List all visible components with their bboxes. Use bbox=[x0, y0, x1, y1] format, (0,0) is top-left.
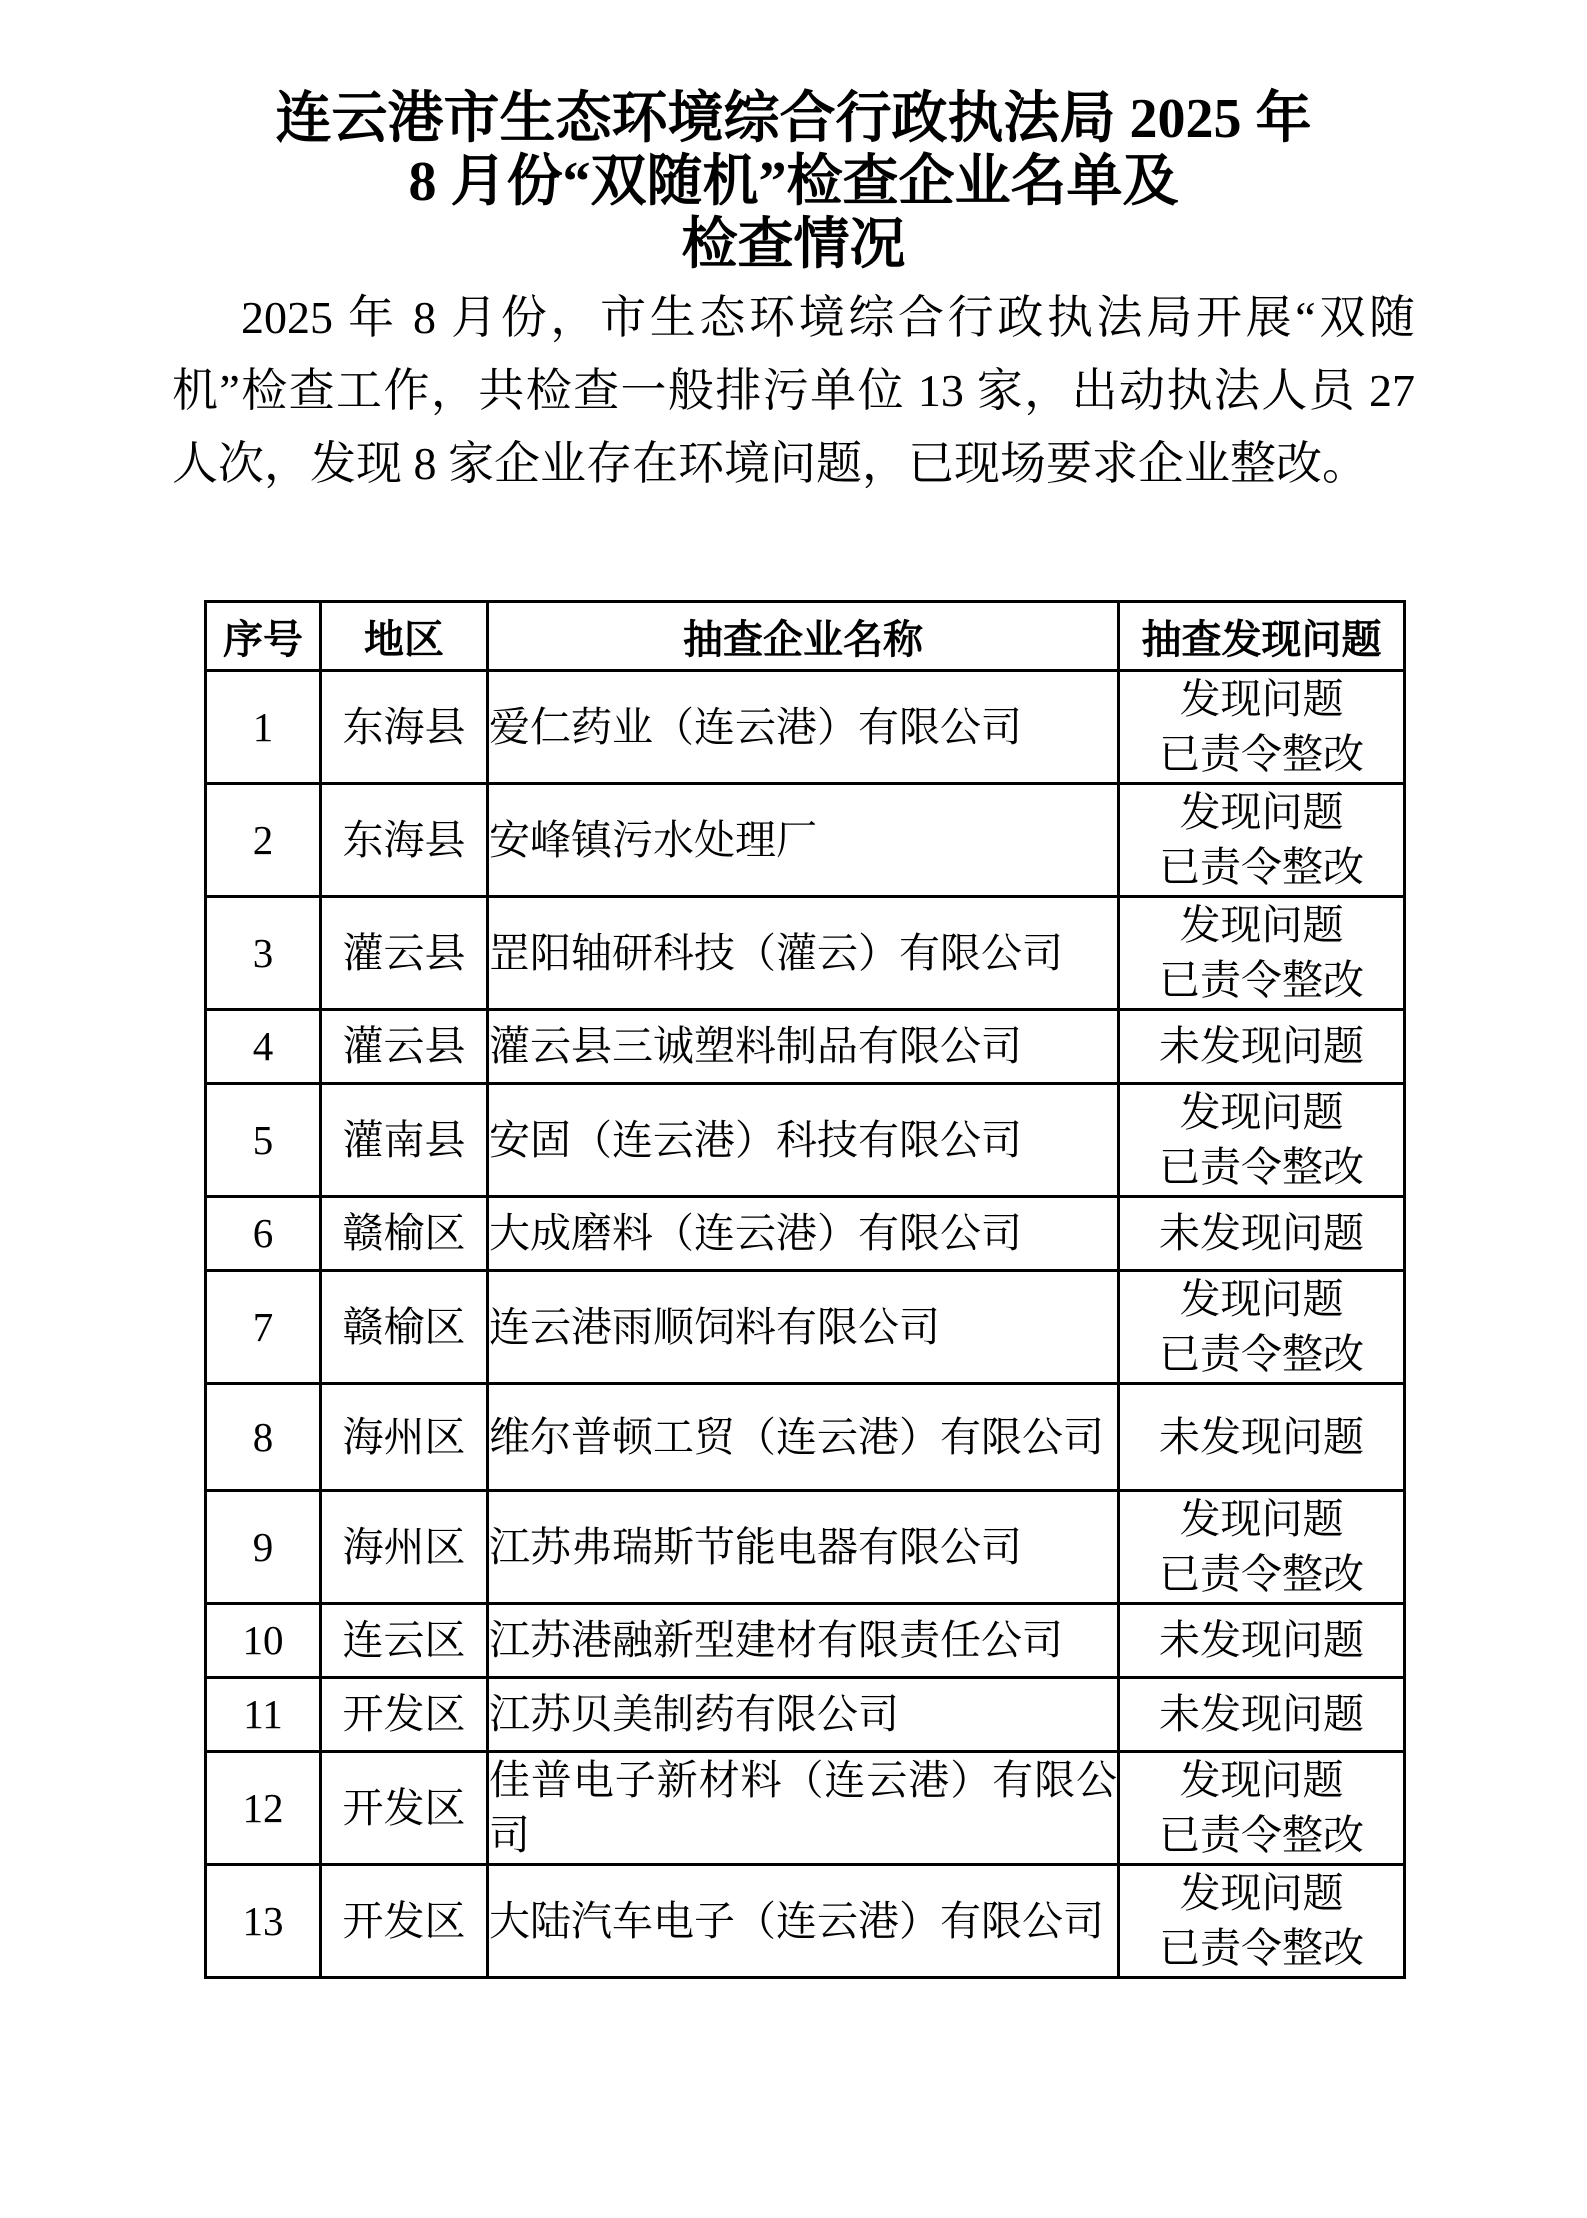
serial-number-cell bbox=[206, 1384, 321, 1491]
table-row bbox=[206, 1678, 1405, 1752]
table-row bbox=[206, 784, 1405, 897]
serial-number-cell bbox=[206, 1491, 321, 1604]
region-cell bbox=[321, 1491, 488, 1604]
result-cell-line: 发现问题 bbox=[1179, 1870, 1344, 1916]
company-name-cell bbox=[488, 897, 1119, 1010]
region-cell bbox=[321, 1752, 488, 1865]
result-cell bbox=[1119, 1384, 1405, 1491]
serial-number-cell-line: 9 bbox=[252, 1523, 274, 1570]
region-cell bbox=[321, 1678, 488, 1752]
company-name-cell bbox=[488, 1678, 1119, 1752]
title-line-3: 检查情况 bbox=[681, 214, 906, 276]
region-cell-line: 东海县 bbox=[342, 703, 466, 750]
serial-number-cell bbox=[206, 897, 321, 1010]
company-name-cell-line: 江苏贝美制药有限公司 bbox=[489, 1691, 899, 1737]
company-name-cell bbox=[488, 1197, 1119, 1271]
company-name-cell bbox=[488, 1752, 1119, 1865]
result-cell bbox=[1119, 1271, 1405, 1384]
table-row bbox=[206, 1084, 1405, 1197]
header-serial-number: 序号 bbox=[206, 602, 321, 671]
result-cell-line: 已责令整改 bbox=[1159, 1812, 1364, 1858]
result-cell-line: 未发现问题 bbox=[1159, 1617, 1364, 1663]
serial-number-cell bbox=[206, 1865, 321, 1978]
company-name-cell bbox=[488, 1271, 1119, 1384]
company-name-cell-line: 安固（连云港）科技有限公司 bbox=[489, 1116, 1022, 1163]
region-cell-line: 开发区 bbox=[342, 1691, 466, 1737]
result-cell bbox=[1119, 897, 1405, 1010]
company-name-cell-line: 江苏港融新型建材有限责任公司 bbox=[489, 1617, 1063, 1663]
serial-number-cell-line: 11 bbox=[243, 1691, 283, 1737]
result-cell bbox=[1119, 1865, 1405, 1978]
company-name-cell bbox=[488, 1384, 1119, 1491]
result-cell bbox=[1119, 1491, 1405, 1604]
company-name-cell-line: 连云港雨顺饲料有限公司 bbox=[489, 1303, 940, 1350]
company-name-cell bbox=[488, 1865, 1119, 1978]
serial-number-cell bbox=[206, 1197, 321, 1271]
result-cell bbox=[1119, 784, 1405, 897]
table-header bbox=[206, 602, 1405, 671]
serial-number-cell-line: 5 bbox=[252, 1116, 274, 1163]
result-cell-line: 已责令整改 bbox=[1159, 1144, 1364, 1190]
company-name-cell bbox=[488, 1010, 1119, 1084]
serial-number-cell-line: 12 bbox=[242, 1784, 284, 1831]
result-cell-line: 发现问题 bbox=[1179, 789, 1344, 835]
result-cell-line: 已责令整改 bbox=[1159, 731, 1364, 777]
region-cell bbox=[321, 1084, 488, 1197]
result-cell-line: 发现问题 bbox=[1179, 902, 1344, 948]
region-cell bbox=[321, 1010, 488, 1084]
region-cell bbox=[321, 784, 488, 897]
result-cell-line: 已责令整改 bbox=[1159, 1551, 1364, 1597]
serial-number-cell-line: 1 bbox=[252, 703, 274, 750]
serial-number-cell bbox=[206, 784, 321, 897]
table-row bbox=[206, 1271, 1405, 1384]
serial-number-cell bbox=[206, 1271, 321, 1384]
company-name-cell bbox=[488, 784, 1119, 897]
serial-number-cell-line: 6 bbox=[252, 1210, 274, 1256]
serial-number-cell bbox=[206, 1604, 321, 1678]
region-cell bbox=[321, 897, 488, 1010]
company-name-cell-line: 爱仁药业（连云港）有限公司 bbox=[489, 703, 1022, 750]
table-row bbox=[206, 1491, 1405, 1604]
inspection-table-body bbox=[206, 671, 1405, 1978]
serial-number-cell bbox=[206, 1752, 321, 1865]
region-cell bbox=[321, 671, 488, 784]
header-inspection-result: 抽查发现问题 bbox=[1119, 602, 1405, 671]
region-cell-line: 赣榆区 bbox=[342, 1210, 466, 1256]
result-cell bbox=[1119, 1604, 1405, 1678]
region-cell-line: 海州区 bbox=[342, 1413, 466, 1460]
company-name-cell-line: 大成磨料（连云港）有限公司 bbox=[489, 1210, 1022, 1256]
region-cell-line: 赣榆区 bbox=[342, 1303, 466, 1350]
region-cell-line: 东海县 bbox=[342, 816, 466, 863]
result-cell-line: 已责令整改 bbox=[1159, 1925, 1364, 1971]
table-row bbox=[206, 1604, 1405, 1678]
region-cell bbox=[321, 1865, 488, 1978]
result-cell-line: 未发现问题 bbox=[1159, 1691, 1364, 1737]
result-cell-line: 未发现问题 bbox=[1159, 1210, 1364, 1256]
region-cell bbox=[321, 1271, 488, 1384]
region-cell-line: 灌南县 bbox=[342, 1116, 466, 1163]
result-cell bbox=[1119, 671, 1405, 784]
serial-number-cell-line: 13 bbox=[242, 1897, 284, 1944]
serial-number-cell bbox=[206, 1010, 321, 1084]
company-name-cell bbox=[488, 671, 1119, 784]
title-line-2: 8 月份“双随机”检查企业名单及 bbox=[408, 151, 1179, 213]
result-cell bbox=[1119, 1084, 1405, 1197]
company-name-cell bbox=[488, 1084, 1119, 1197]
result-cell-line: 未发现问题 bbox=[1159, 1023, 1364, 1069]
header-region: 地区 bbox=[321, 602, 488, 671]
serial-number-cell bbox=[206, 671, 321, 784]
table-row bbox=[206, 671, 1405, 784]
inspection-table bbox=[204, 600, 1406, 1979]
company-name-cell bbox=[488, 1491, 1119, 1604]
serial-number-cell bbox=[206, 1084, 321, 1197]
region-cell bbox=[321, 1197, 488, 1271]
region-cell-line: 开发区 bbox=[342, 1897, 466, 1944]
result-cell-line: 发现问题 bbox=[1179, 1089, 1344, 1135]
serial-number-cell bbox=[206, 1678, 321, 1752]
result-cell bbox=[1119, 1010, 1405, 1084]
serial-number-cell-line: 10 bbox=[242, 1617, 284, 1663]
table-row bbox=[206, 1197, 1405, 1271]
region-cell-line: 海州区 bbox=[342, 1523, 466, 1570]
serial-number-cell-line: 3 bbox=[252, 929, 274, 976]
company-name-cell-line: 大陆汽车电子（连云港）有限公司 bbox=[489, 1897, 1104, 1944]
table-row bbox=[206, 897, 1405, 1010]
result-cell-line: 已责令整改 bbox=[1159, 1331, 1364, 1377]
result-cell-line: 已责令整改 bbox=[1159, 957, 1364, 1003]
serial-number-cell-line: 2 bbox=[252, 816, 274, 863]
company-name-cell-line: 维尔普顿工贸（连云港）有限公司 bbox=[489, 1413, 1104, 1460]
result-cell-line: 发现问题 bbox=[1179, 1496, 1344, 1542]
result-cell-line: 发现问题 bbox=[1179, 1757, 1344, 1803]
company-name-cell-line: 江苏弗瑞斯节能电器有限公司 bbox=[489, 1523, 1022, 1570]
result-cell-line: 已责令整改 bbox=[1159, 844, 1364, 890]
serial-number-cell-line: 7 bbox=[252, 1303, 274, 1350]
page-title bbox=[172, 88, 1415, 277]
result-cell bbox=[1119, 1678, 1405, 1752]
table-row bbox=[206, 1384, 1405, 1491]
intro-paragraph: 2025 年 8 月份，市生态环境综合行政执法局开展“双随机”检查工作，共检查一般排污单位 13 家，出动执法人员 27 人次，发现 8 家企业存在环境问题，已现场要求企业整改。 bbox=[172, 292, 1415, 489]
result-cell-line: 发现问题 bbox=[1179, 676, 1344, 722]
company-name-cell-line: 佳普电子新材料（连云港）有限公司 bbox=[489, 1757, 1117, 1858]
result-cell-line: 发现问题 bbox=[1179, 1276, 1344, 1322]
company-name-cell-line: 罡阳轴研科技（灌云）有限公司 bbox=[489, 929, 1063, 976]
region-cell-line: 开发区 bbox=[342, 1784, 466, 1831]
header-company-name: 抽查企业名称 bbox=[488, 602, 1119, 671]
result-cell bbox=[1119, 1752, 1405, 1865]
region-cell bbox=[321, 1384, 488, 1491]
table-row bbox=[206, 1752, 1405, 1865]
result-cell-line: 未发现问题 bbox=[1159, 1413, 1364, 1460]
table-row bbox=[206, 1865, 1405, 1978]
company-name-cell-line: 安峰镇污水处理厂 bbox=[489, 816, 817, 863]
table-header-row bbox=[206, 602, 1405, 671]
region-cell-line: 连云区 bbox=[342, 1617, 466, 1663]
table-row bbox=[206, 1010, 1405, 1084]
region-cell-line: 灌云县 bbox=[342, 1023, 466, 1069]
region-cell-line: 灌云县 bbox=[342, 929, 466, 976]
company-name-cell bbox=[488, 1604, 1119, 1678]
region-cell bbox=[321, 1604, 488, 1678]
company-name-cell-line: 灌云县三诚塑料制品有限公司 bbox=[489, 1023, 1022, 1069]
result-cell bbox=[1119, 1197, 1405, 1271]
title-line-1: 连云港市生态环境综合行政执法局 2025 年 bbox=[275, 88, 1312, 150]
serial-number-cell-line: 8 bbox=[252, 1413, 274, 1460]
serial-number-cell-line: 4 bbox=[252, 1023, 274, 1069]
